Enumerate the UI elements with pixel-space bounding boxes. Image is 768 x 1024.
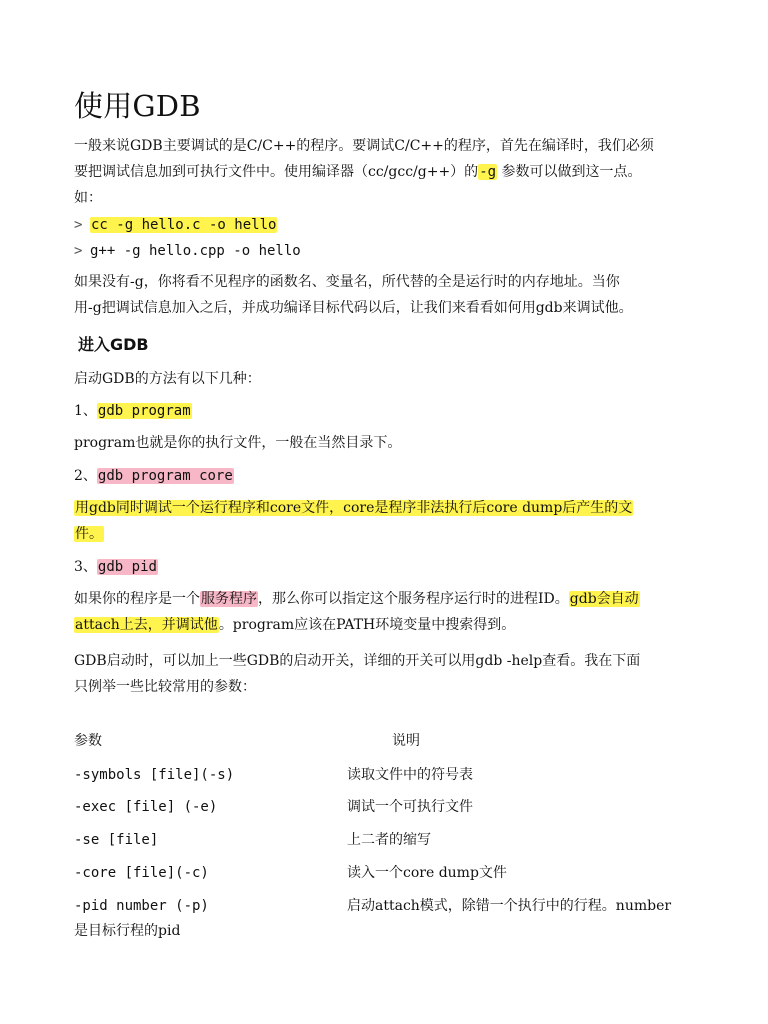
intro-line-3: 如： <box>74 190 102 206</box>
method-3-label: 3、 <box>74 559 97 575</box>
table-row-description: 读入一个core dump文件 <box>347 865 507 881</box>
method-2-description-line-1 <box>74 498 633 518</box>
method-2-label: 2、 <box>74 468 97 484</box>
table-header-description: 说明 <box>392 733 420 749</box>
switches-intro-line-2: 只例举一些比较常用的参数： <box>74 679 256 695</box>
section-title-enter-gdb: 进入GDB <box>78 335 149 354</box>
table-row-description: 启动attach模式，除错一个执行中的行程。number <box>347 898 672 914</box>
method-3-desc-pre: 如果你的程序是一个 <box>74 591 200 607</box>
service-program-highlight: 服务程序 <box>201 591 257 607</box>
method-2-description-highlight-cont: 件。 <box>75 526 103 542</box>
table-row-description: 上二者的缩写 <box>347 832 431 848</box>
method-2-description-line-2 <box>74 524 104 544</box>
start-methods-intro: 启动GDB的方法有以下几种： <box>74 371 261 387</box>
method-2-description-highlight: 用gdb同时调试一个运行程序和core文件，core是程序非法执行后core dump后产生的文 <box>75 500 633 516</box>
intro-line-2-pre: 要把调试信息加到可执行文件中。使用编译器（cc/gcc/g++）的 <box>74 164 479 180</box>
table-row-param: -se [file] <box>74 832 159 848</box>
command-text-1: cc -g hello.c -o hello <box>91 217 277 233</box>
method-2-command: gdb program core <box>97 468 233 484</box>
table-row-param: -symbols [file](-s) <box>74 767 235 783</box>
intro-line-2 <box>74 162 642 182</box>
explanation-line-1: 如果没有-g，你将看不见程序的函数名、变量名，所代替的全是运行时的内存地址。当你 <box>74 274 620 290</box>
page-title: 使用GDB <box>74 89 201 123</box>
command-text-2: g++ -g hello.cpp -o hello <box>90 243 301 259</box>
method-1 <box>74 401 192 421</box>
table-row-description: 读取文件中的符号表 <box>347 767 473 783</box>
method-1-label: 1、 <box>74 403 97 419</box>
command-line-1 <box>74 215 277 235</box>
table-row-param: -exec [file] (-e) <box>74 799 218 815</box>
intro-line-2-post: 参数可以做到这一点。 <box>501 164 642 180</box>
method-2 <box>74 466 234 486</box>
method-3-description-line-1 <box>74 589 640 609</box>
prompt-icon: > <box>74 217 83 233</box>
intro-line-1: 一般来说GDB主要调试的是C/C++的程序。要调试C/C++的程序，首先在编译时，我们必须 <box>74 138 654 154</box>
method-3-description-line-2 <box>74 615 515 635</box>
table-row-param: -pid number (-p) <box>74 898 209 914</box>
method-3-desc-post: 。program应该在PATH环境变量中搜索得到。 <box>218 617 516 633</box>
flag-g-highlight: -g <box>479 164 497 180</box>
method-3-desc-mid: ，那么你可以指定这个服务程序运行时的进程ID。 <box>258 591 569 607</box>
method-3 <box>74 557 158 577</box>
table-header-param: 参数 <box>74 733 102 749</box>
method-3-command: gdb pid <box>97 559 157 575</box>
gdb-auto-highlight: gdb会自动 <box>569 591 639 607</box>
command-line-2 <box>74 241 301 261</box>
prompt-icon: > <box>74 243 83 259</box>
attach-highlight: attach上去，并调试他 <box>75 617 218 633</box>
method-1-command: gdb program <box>97 403 191 419</box>
method-1-description: program也就是你的执行文件，一般在当然目录下。 <box>74 435 402 451</box>
table-row-param: -core [file](-c) <box>74 865 209 881</box>
explanation-line-2: 用-g把调试信息加入之后，并成功编译目标代码以后，让我们来看看如何用gdb来调试他。 <box>74 300 633 316</box>
switches-intro-line-1: GDB启动时，可以加上一些GDB的启动开关，详细的开关可以用gdb -help查看。我在下面 <box>74 653 641 669</box>
table-row-description: 调试一个可执行文件 <box>347 799 473 815</box>
table-row-description-continuation: 是目标行程的pid <box>74 923 181 939</box>
